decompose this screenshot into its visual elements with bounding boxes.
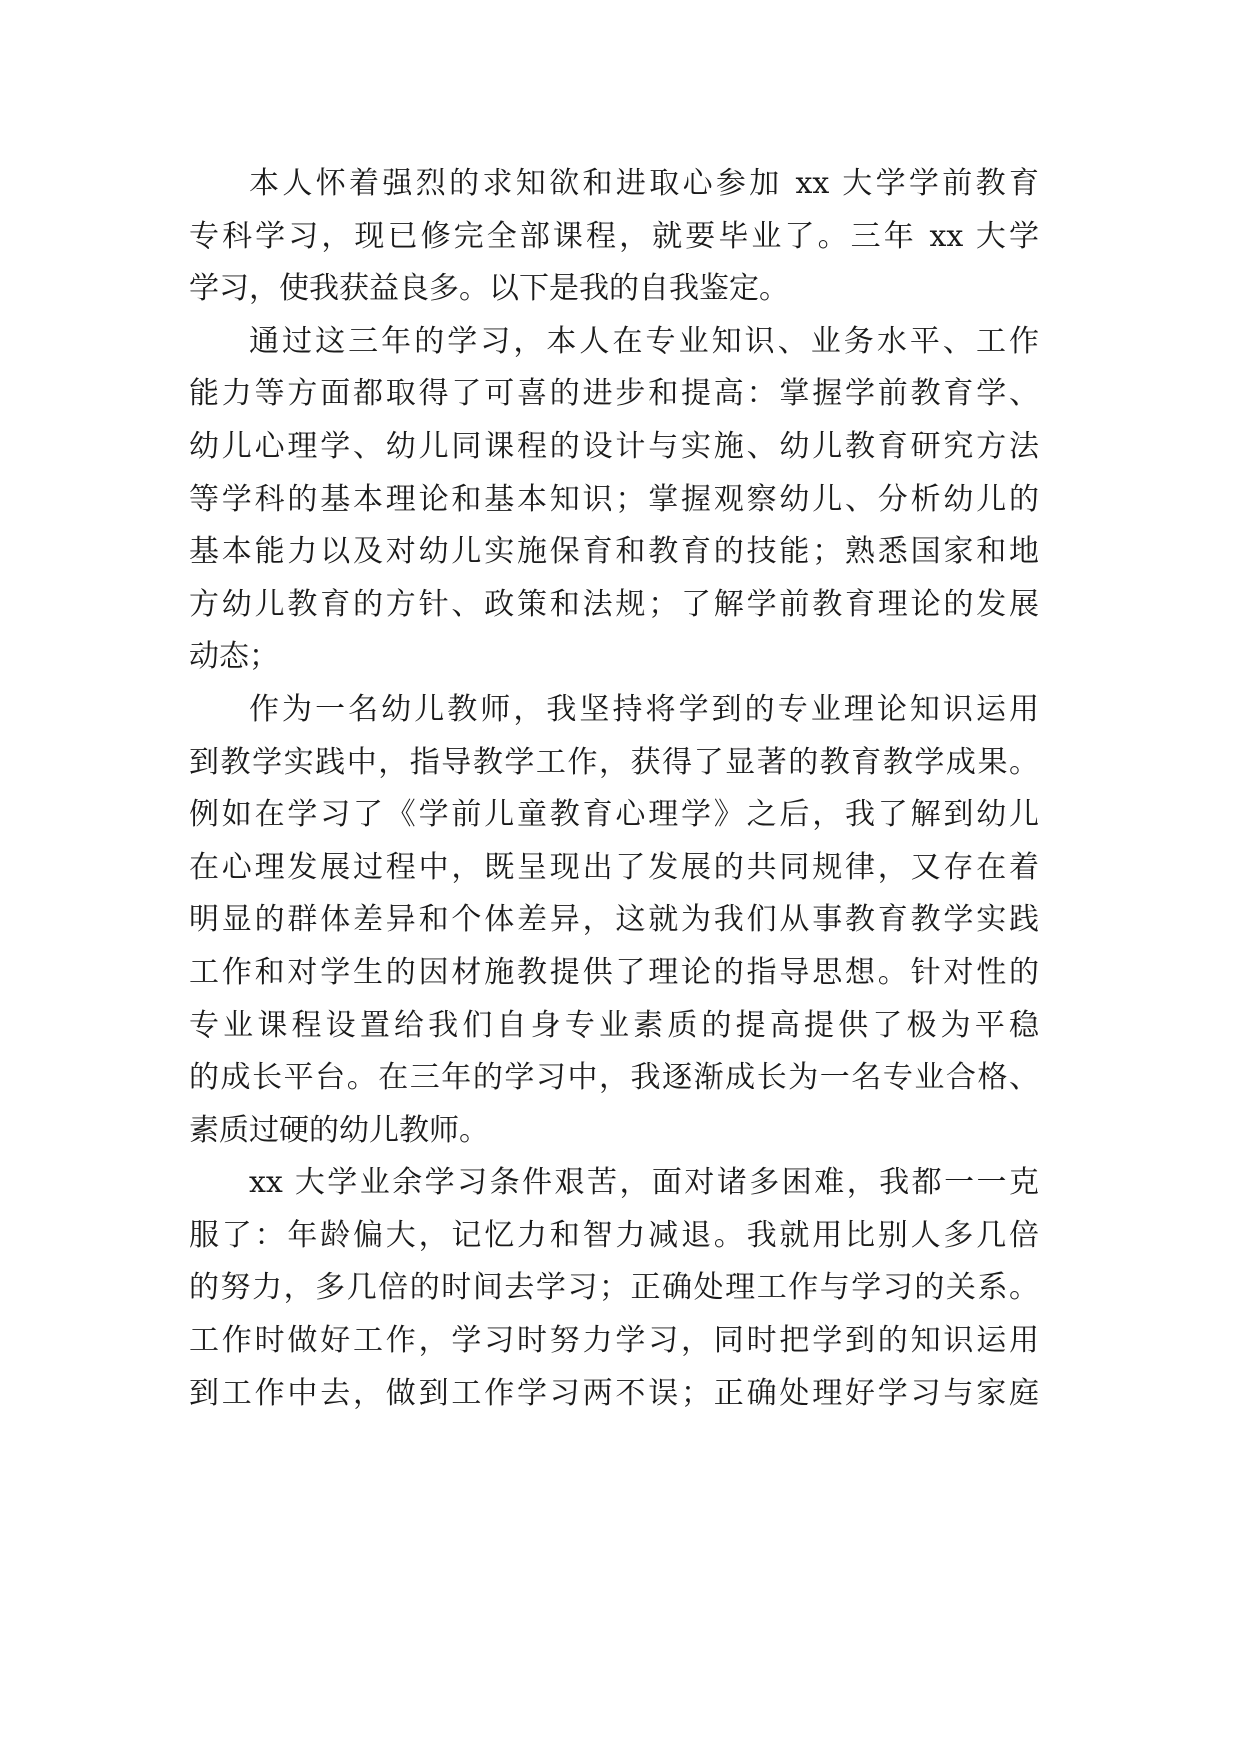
paragraph-line: 例如在学习了《学前儿童教育心理学》之后，我了解到幼儿: [189, 797, 1039, 833]
paragraph-line: 方幼儿教育的方针、政策和法规；了解学前教育理论的发展: [189, 586, 1039, 622]
paragraph-line: xx 大学业余学习条件艰苦，面对诸多困难，我都一一克: [249, 1165, 1039, 1201]
paragraph-line: 到教学实践中，指导教学工作，获得了显著的教育教学成果。: [189, 744, 1039, 780]
paragraph-line: 动态；: [189, 639, 279, 675]
paragraph-line: 的努力，多几倍的时间去学习；正确处理工作与学习的关系。: [189, 1270, 1039, 1306]
paragraph-line: 到工作中去，做到工作学习两不误；正确处理好学习与家庭: [189, 1375, 1039, 1411]
document-body: [189, 158, 1039, 1420]
paragraph-line: 工作和对学生的因材施教提供了理论的指导思想。针对性的: [189, 954, 1039, 990]
paragraph-line: 基本能力以及对幼儿实施保育和教育的技能；熟悉国家和地: [189, 534, 1039, 570]
paragraph-line: 通过这三年的学习，本人在专业知识、业务水平、工作: [249, 323, 1039, 359]
paragraph-line: 服了：年龄偏大，记忆力和智力减退。我就用比别人多几倍: [189, 1217, 1039, 1253]
paragraph-3: [189, 684, 1039, 1157]
paragraph-line: 素质过硬的幼儿教师。: [189, 1112, 489, 1148]
paragraph-line: 专科学习，现已修完全部课程，就要毕业了。三年 xx 大学: [189, 218, 1039, 254]
paragraph-line: 专业课程设置给我们自身专业素质的提高提供了极为平稳: [189, 1007, 1039, 1043]
paragraph-line: 工作时做好工作，学习时努力学习，同时把学到的知识运用: [189, 1323, 1039, 1359]
paragraph-2: [189, 316, 1039, 684]
paragraph-4: [189, 1157, 1039, 1420]
paragraph-1: [189, 158, 1039, 316]
paragraph-line: 学习，使我获益良多。以下是我的自我鉴定。: [189, 271, 789, 307]
paragraph-line: 等学科的基本理论和基本知识；掌握观察幼儿、分析幼儿的: [189, 481, 1039, 517]
paragraph-line: 幼儿心理学、幼儿同课程的设计与实施、幼儿教育研究方法: [189, 428, 1039, 464]
paragraph-line: 在心理发展过程中，既呈现出了发展的共同规律，又存在着: [189, 849, 1039, 885]
paragraph-line: 作为一名幼儿教师，我坚持将学到的专业理论知识运用: [249, 691, 1039, 727]
paragraph-line: 能力等方面都取得了可喜的进步和提高：掌握学前教育学、: [189, 376, 1039, 412]
paragraph-line: 本人怀着强烈的求知欲和进取心参加 xx 大学学前教育: [249, 166, 1039, 201]
paragraph-line: 的成长平台。在三年的学习中，我逐渐成长为一名专业合格、: [189, 1060, 1039, 1096]
paragraph-line: 明显的群体差异和个体差异，这就为我们从事教育教学实践: [189, 902, 1039, 938]
